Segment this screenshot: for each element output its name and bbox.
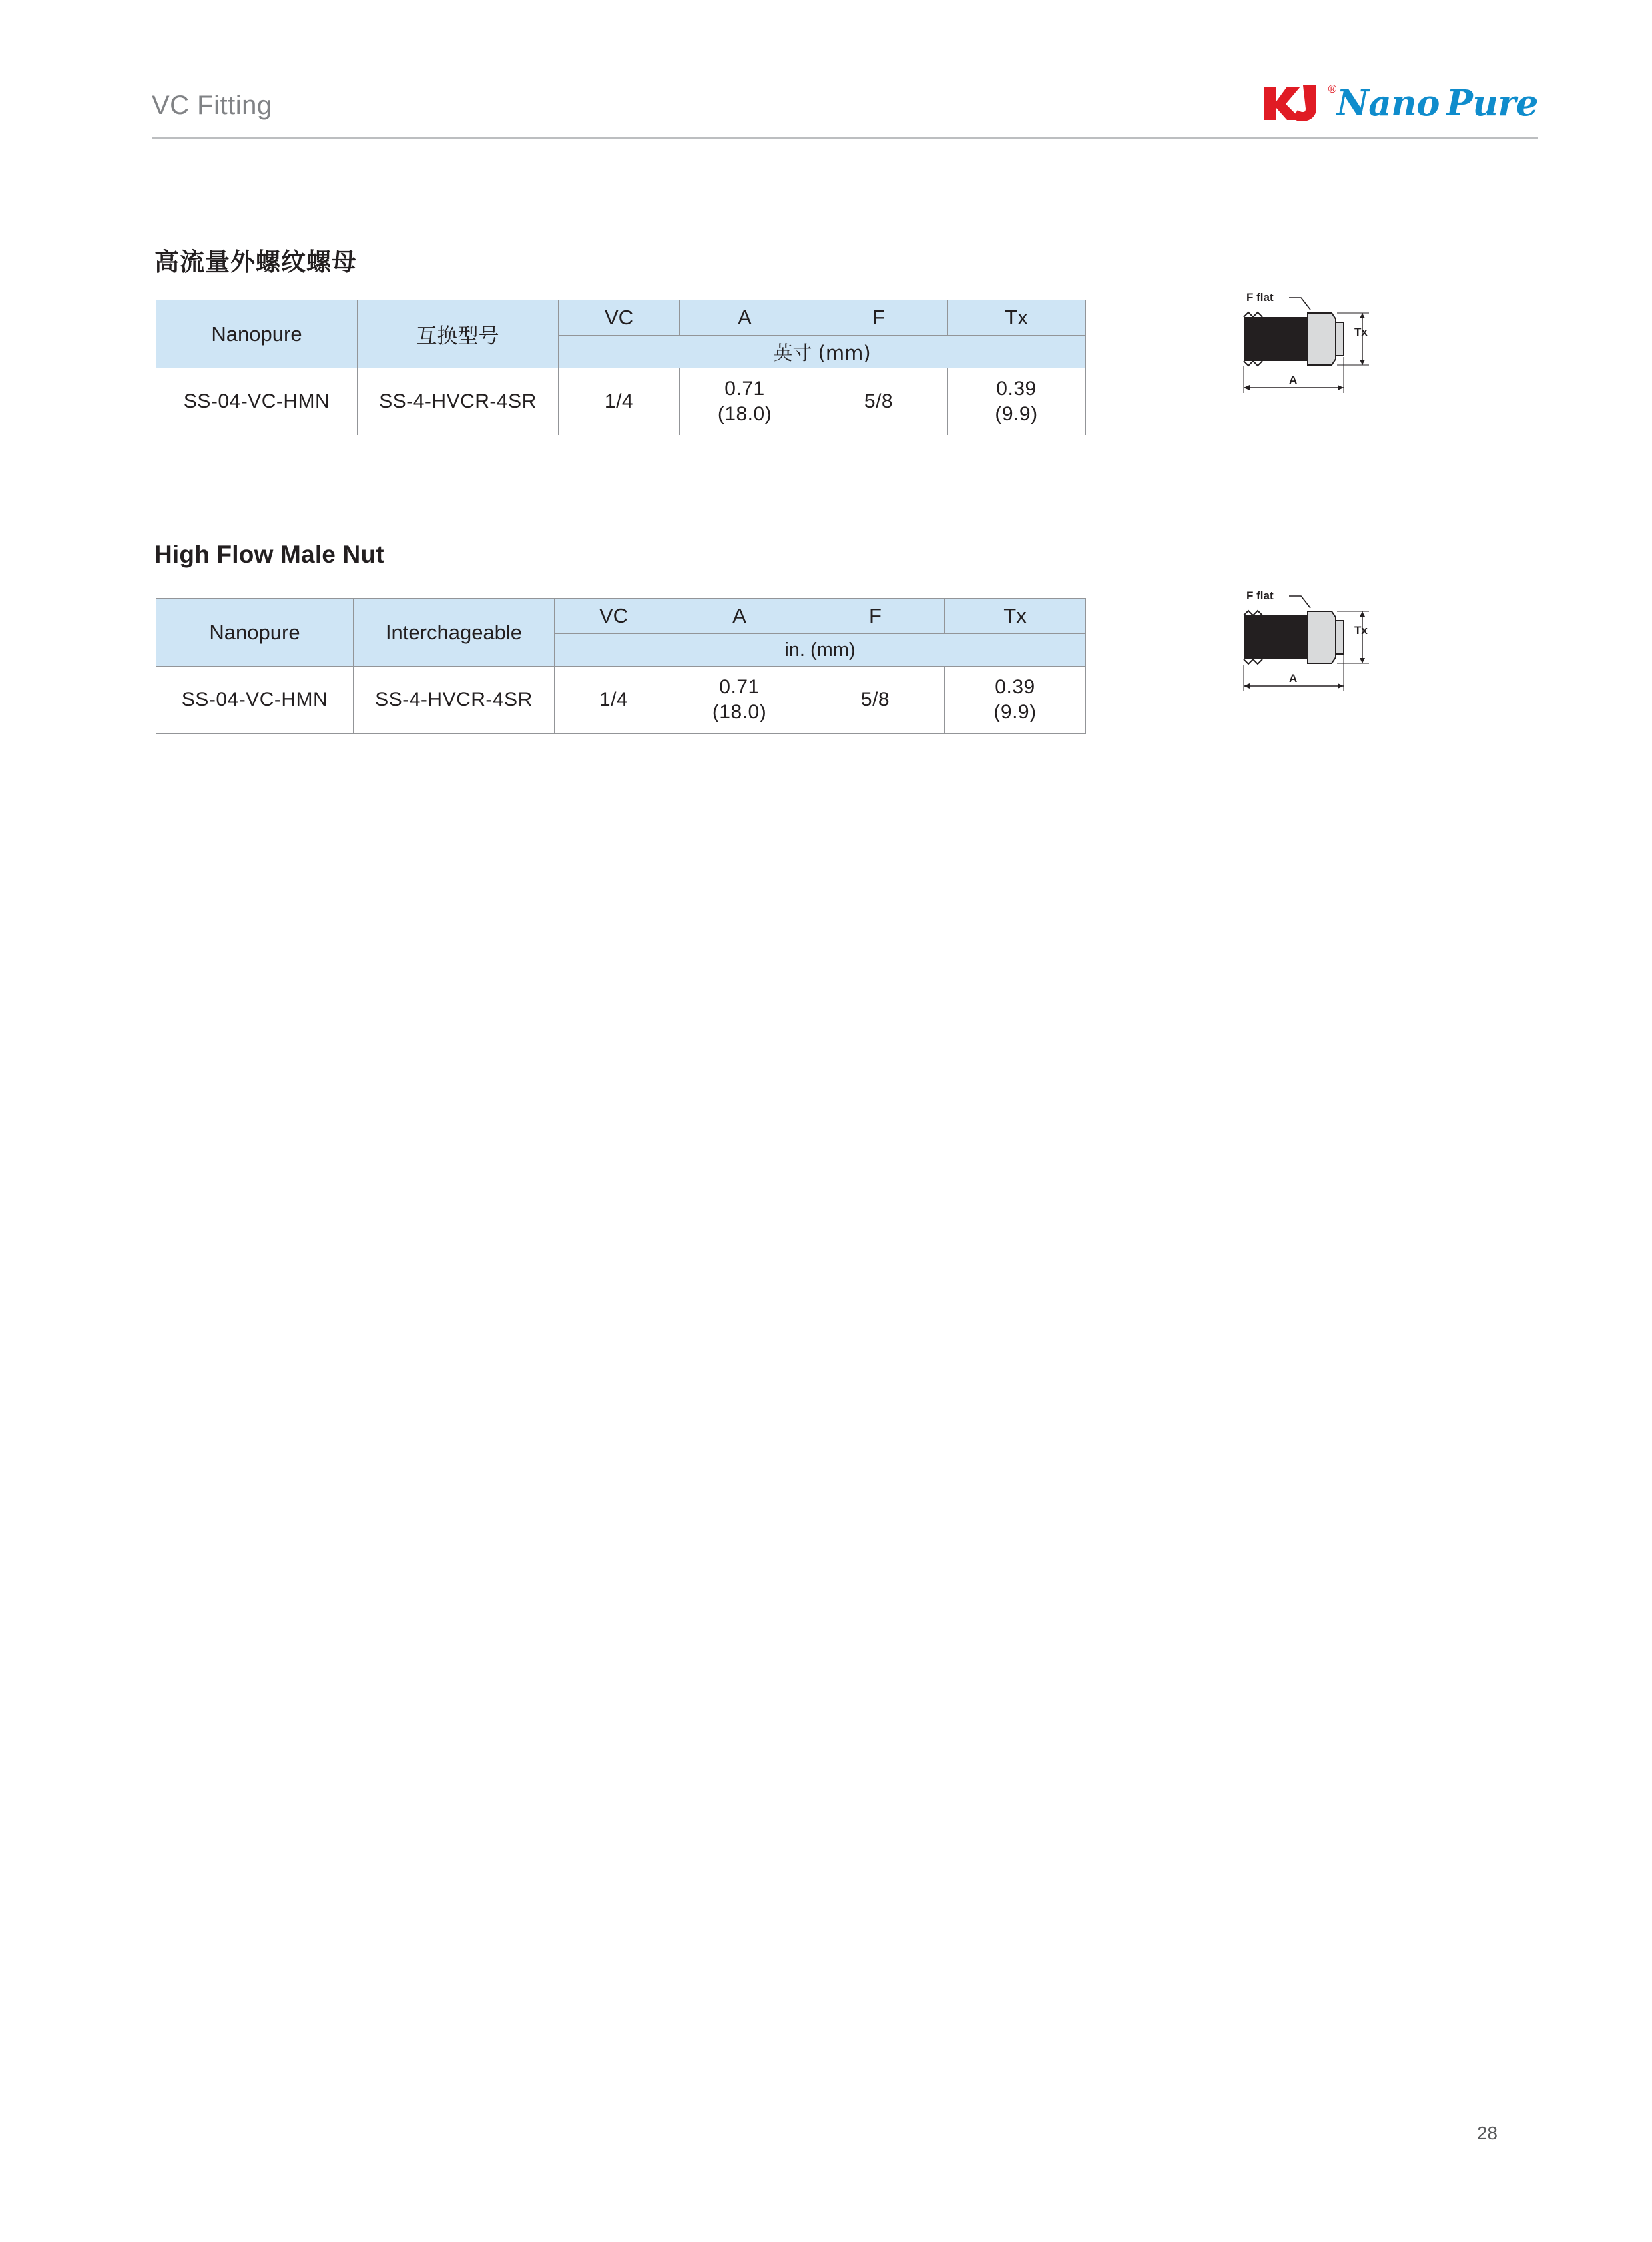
spec-table-chinese [156, 300, 1086, 435]
cell-a-mm: (18.0) [712, 701, 767, 723]
col-header-vc: VC [555, 599, 673, 634]
col-header-a: A [673, 599, 806, 634]
cell-tx-inch: 0.39 [996, 377, 1037, 400]
unit-label: in. (mm) [555, 634, 1086, 667]
cell-interchangeable: SS-4-HVCR-4SR [354, 667, 555, 734]
brand-name [1336, 83, 1538, 124]
page-number: 28 [1476, 2123, 1498, 2143]
brand-name-pure: Pure [1446, 83, 1538, 124]
page-title: VC Fitting [152, 91, 272, 120]
col-header-nanopure: Nanopure [156, 599, 354, 667]
page-header [152, 80, 1538, 139]
table-header-row [156, 599, 1086, 634]
cell-interchangeable: SS-4-HVCR-4SR [358, 368, 559, 435]
registered-mark: ® [1328, 83, 1337, 95]
svg-text:A: A [1289, 672, 1298, 685]
svg-text:F flat: F flat [1246, 291, 1274, 304]
cell-a [680, 368, 810, 435]
col-header-a: A [680, 300, 810, 336]
brand-logo [1260, 73, 1538, 133]
section-title-english: High Flow Male Nut [154, 541, 384, 568]
cell-tx [948, 368, 1086, 435]
cell-nanopure: SS-04-VC-HMN [156, 368, 358, 435]
fitting-drawing-english [1232, 586, 1405, 749]
cell-tx-mm: (9.9) [995, 403, 1038, 425]
svg-text:F flat: F flat [1246, 589, 1274, 602]
kl-logo-mark-icon [1260, 81, 1337, 125]
cell-vc: 1/4 [559, 368, 680, 435]
col-header-interchangeable: Interchageable [354, 599, 555, 667]
cell-a-inch: 0.71 [719, 675, 760, 698]
cell-f: 5/8 [810, 368, 948, 435]
cell-nanopure: SS-04-VC-HMN [156, 667, 354, 734]
table-row [156, 667, 1086, 734]
table-row [156, 368, 1086, 435]
col-header-vc: VC [559, 300, 680, 336]
svg-text:Tx: Tx [1354, 326, 1368, 338]
cell-a [673, 667, 806, 734]
col-header-tx: Tx [945, 599, 1086, 634]
cell-f: 5/8 [806, 667, 945, 734]
cell-tx-mm: (9.9) [993, 701, 1037, 723]
spec-table-english [156, 598, 1086, 734]
cell-a-inch: 0.71 [724, 377, 765, 400]
cell-a-mm: (18.0) [717, 403, 772, 425]
cell-tx [945, 667, 1086, 734]
svg-text:Tx: Tx [1354, 624, 1368, 637]
col-header-f: F [806, 599, 945, 634]
brand-name-nano: Nano [1336, 83, 1440, 124]
section-title-chinese: 高流量外螺纹螺母 [154, 248, 357, 276]
cell-vc: 1/4 [555, 667, 673, 734]
cell-tx-inch: 0.39 [995, 675, 1035, 698]
col-header-f: F [810, 300, 948, 336]
unit-label: 英寸 (mm) [559, 336, 1086, 368]
table-header-row [156, 300, 1086, 336]
col-header-nanopure: Nanopure [156, 300, 358, 368]
svg-text:A: A [1289, 374, 1298, 386]
fitting-drawing-chinese [1232, 288, 1405, 451]
col-header-tx: Tx [948, 300, 1086, 336]
col-header-interchangeable: 互换型号 [358, 300, 559, 368]
